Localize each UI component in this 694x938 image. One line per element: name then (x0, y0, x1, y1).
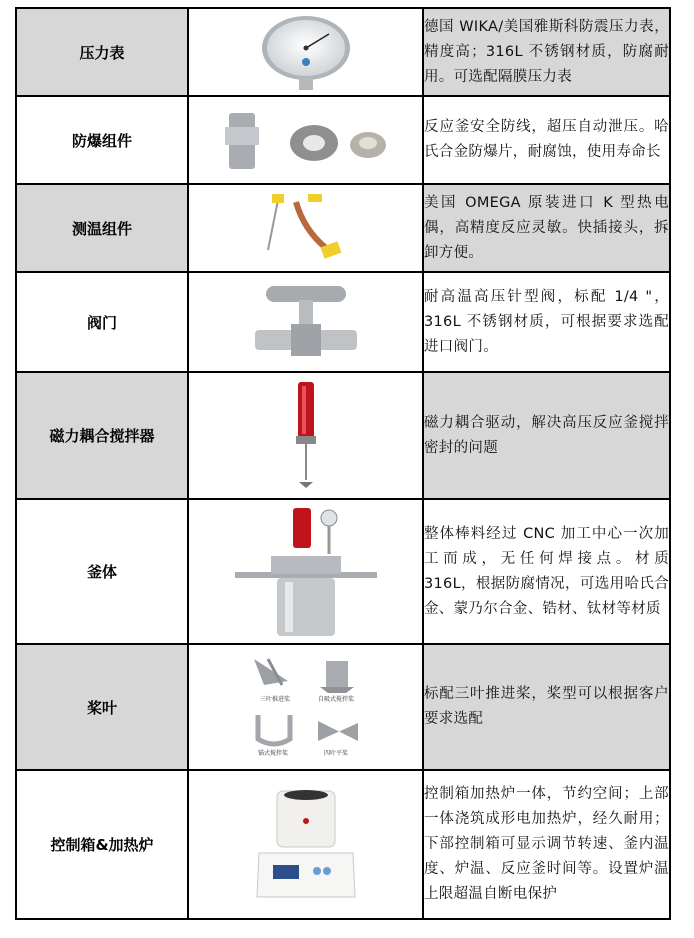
reactor-vessel-photo (188, 499, 423, 644)
component-name: 测温组件 (16, 184, 188, 272)
table-row (16, 272, 670, 372)
impeller-caption: 锚式搅拌桨 (257, 750, 288, 757)
thermocouple-photo (188, 184, 423, 272)
table-row (16, 8, 670, 96)
component-description: 标配三叶推进桨，桨型可以根据客户要求选配 (423, 644, 670, 770)
magnetic-stirrer-photo (188, 372, 423, 499)
component-name: 磁力耦合搅拌器 (16, 372, 188, 499)
component-description: 耐高温高压针型阀，标配 1/4 "，316L 不锈钢材质，可根据要求选配进口阀门。 (423, 272, 670, 372)
burst-disc-assembly-photo (188, 96, 423, 184)
component-description: 整体棒料经过 CNC 加工中心一次加工而成，无任何焊接点。材质 316L，根据防腐情况，可选用哈氏合金、蒙乃尔合金、锆材、钛材等材质 (423, 499, 670, 644)
table-row (16, 372, 670, 499)
component-name: 阀门 (16, 272, 188, 372)
component-name: 桨叶 (16, 644, 188, 770)
table-row (16, 644, 670, 770)
component-description: 美国 OMEGA 原装进口 K 型热电偶，高精度反应灵敏。快插接头，拆卸方便。 (423, 184, 670, 272)
component-name: 压力表 (16, 8, 188, 96)
controller-heater-photo (188, 770, 423, 919)
table-row (16, 96, 670, 184)
component-description: 磁力耦合驱动，解决高压反应釜搅拌密封的问题 (423, 372, 670, 499)
needle-valve-photo (188, 272, 423, 372)
table-row (16, 499, 670, 644)
component-name: 防爆组件 (16, 96, 188, 184)
table-row (16, 184, 670, 272)
impeller-types-photo (188, 644, 423, 770)
impeller-caption: 三叶推进桨 (259, 696, 290, 703)
component-description: 德国 WIKA/美国雅斯科防震压力表，精度高；316L 不锈钢材质，防腐耐用。可选配隔膜压力表 (423, 8, 670, 96)
component-description: 反应釜安全防线，超压自动泄压。哈氏合金防爆片，耐腐蚀，使用寿命长 (423, 96, 670, 184)
impeller-caption: 自吸式搅拌桨 (317, 696, 354, 703)
impeller-caption: 四叶平桨 (323, 750, 348, 757)
component-spec-table (15, 7, 671, 920)
component-name: 釜体 (16, 499, 188, 644)
component-description: 控制箱加热炉一体，节约空间；上部一体浇筑成形电加热炉，经久耐用；下部控制箱可显示调节转速、釜内温度、炉温、反应釜时间等。设置炉温上限超温自断电保护 (423, 770, 670, 919)
component-name: 控制箱&加热炉 (16, 770, 188, 919)
pressure-gauge-photo (188, 8, 423, 96)
table-row (16, 770, 670, 919)
